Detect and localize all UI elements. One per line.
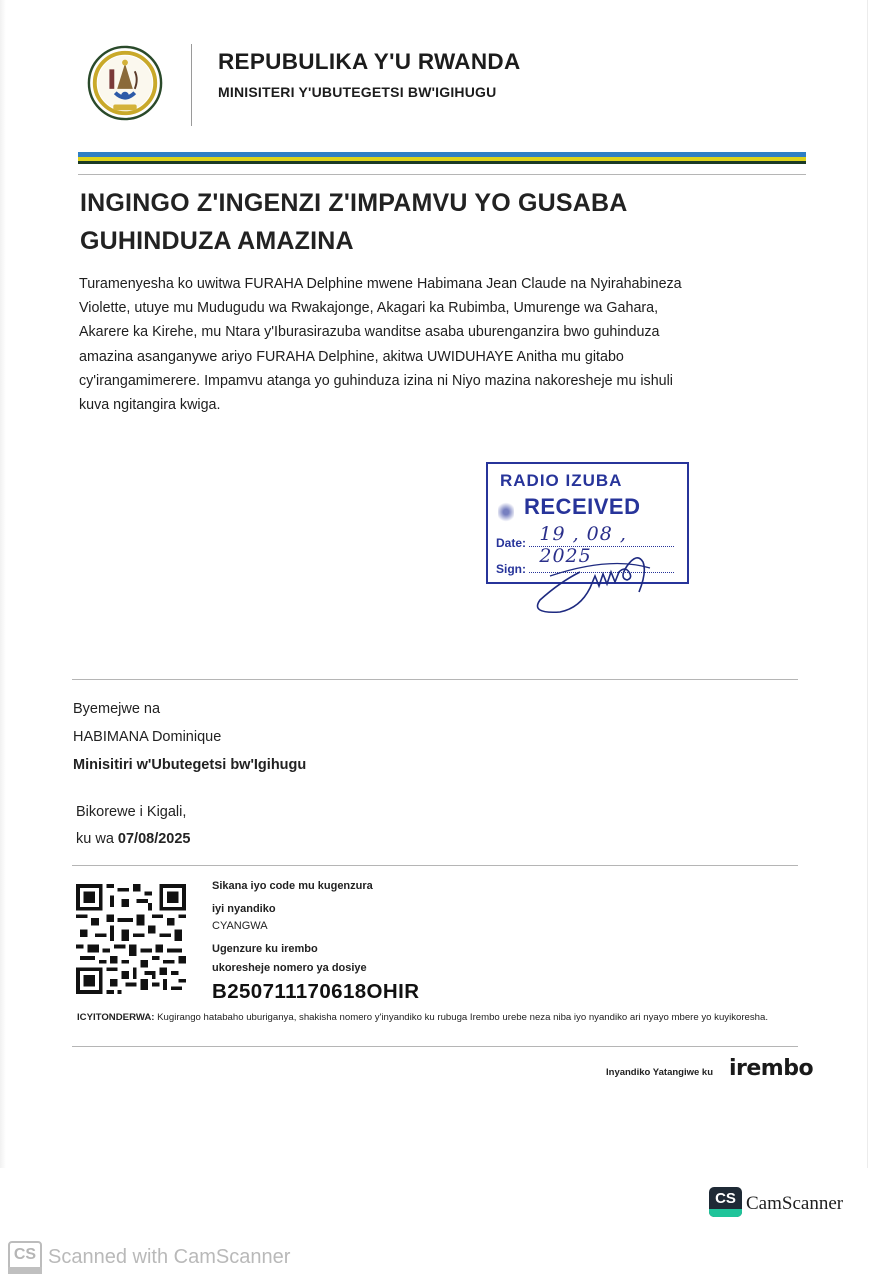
title-line-1: INGINGO Z'INGENZI Z'IMPAMVU YO GUSABA xyxy=(80,189,628,217)
document-title xyxy=(80,184,800,260)
body-line: Akarere ka Kirehe, mu Ntara y'Iburasirazuba wanditse asaba uburenganzira bwo guhinduza xyxy=(79,324,660,341)
page-edge xyxy=(0,0,6,1168)
stamp-date-value: 19 , 08 , 2025 xyxy=(539,523,627,567)
issue-date xyxy=(76,831,191,847)
stamp-date-label: Date: xyxy=(496,536,527,550)
handwritten-signature xyxy=(520,530,680,620)
approved-by-label: Byemejwe na xyxy=(73,701,161,717)
minister-name: HABIMANA Dominique xyxy=(73,729,222,745)
cs-badge-text: CS xyxy=(715,1190,736,1207)
body-line: Violette, utuye mu Mudugudu wa Rwakajonge, Akagari ka Rubimba, Umurenge wa Gahara, xyxy=(79,300,659,317)
ink-blot xyxy=(498,501,514,523)
body-line: cy'irangamimerere. Impamvu atanga yo guhinduza izina ni Niyo mazina nakoresheje mu ishuli xyxy=(79,372,673,389)
file-number: B250711170618OHIR xyxy=(212,980,420,1003)
camscanner-brand: CamScanner xyxy=(746,1193,844,1214)
verify-instruction: Sikana iyo code mu kugenzura xyxy=(212,880,373,892)
camscanner-watermark-icon xyxy=(8,1241,42,1274)
qr-code-icon[interactable] xyxy=(76,884,186,994)
note-text: Kugirango hatabaho uburiganya, shakisha nomero y'inyandiko ku rubuga Irembo urebe neza niba iyo nyandiko ari nyayo mbere yo kuyikoresha. xyxy=(154,1012,769,1023)
verify-instruction: iyi nyandiko xyxy=(212,903,276,915)
issue-place: Bikorewe i Kigali, xyxy=(76,804,187,820)
irembo-logo: irembo xyxy=(729,1056,814,1081)
divider xyxy=(72,1046,798,1047)
wm-badge-text: CS xyxy=(13,1246,37,1263)
date-value: 07/08/2025 xyxy=(117,831,191,847)
divider xyxy=(78,174,806,175)
warning-note xyxy=(77,1010,807,1025)
stamp-sign-label: Sign: xyxy=(496,562,526,576)
stamp-received: RECEIVED xyxy=(524,494,641,519)
title-line-2: GUHINDUZA AMAZINA xyxy=(80,227,354,255)
camscanner-logo-icon xyxy=(709,1187,742,1217)
watermark-text: Scanned with CamScanner xyxy=(48,1246,291,1268)
verify-instruction: Ugenzure ku irembo xyxy=(212,943,318,955)
divider xyxy=(72,865,798,866)
verify-instruction: ukoresheje nomero ya dosiye xyxy=(212,962,367,974)
coat-of-arms-icon xyxy=(86,44,164,122)
body-line: kuva ngitangira kwiga. xyxy=(79,397,221,414)
date-prefix: ku wa xyxy=(76,831,114,847)
issued-by-label: Inyandiko Yatangiwe ku xyxy=(606,1067,713,1078)
header-divider xyxy=(191,44,192,126)
flag-stripe xyxy=(78,152,806,164)
note-label: ICYITONDERWA: xyxy=(77,1012,155,1023)
body-line: amazina asanganywe ariyo FURAHA Delphine, akitwa UWIDUHAYE Anitha mu gitabo xyxy=(79,348,624,365)
document-body xyxy=(79,272,809,417)
verify-or: CYANGWA xyxy=(212,920,268,932)
body-line: Turamenyesha ko uwitwa FURAHA Delphine mwene Habimana Jean Claude na Nyirahabineza xyxy=(79,276,682,292)
ministry-heading: MINISITERI Y'UBUTEGETSI BW'IGIHUGU xyxy=(218,84,497,100)
camscanner-watermark xyxy=(8,1241,290,1274)
minister-title: Minisitiri w'Ubutegetsi bw'Igihugu xyxy=(73,757,307,773)
country-heading: REPUBULIKA Y'U RWANDA xyxy=(218,49,521,74)
divider xyxy=(72,679,798,680)
stamp-org: RADIO IZUBA xyxy=(500,471,623,490)
